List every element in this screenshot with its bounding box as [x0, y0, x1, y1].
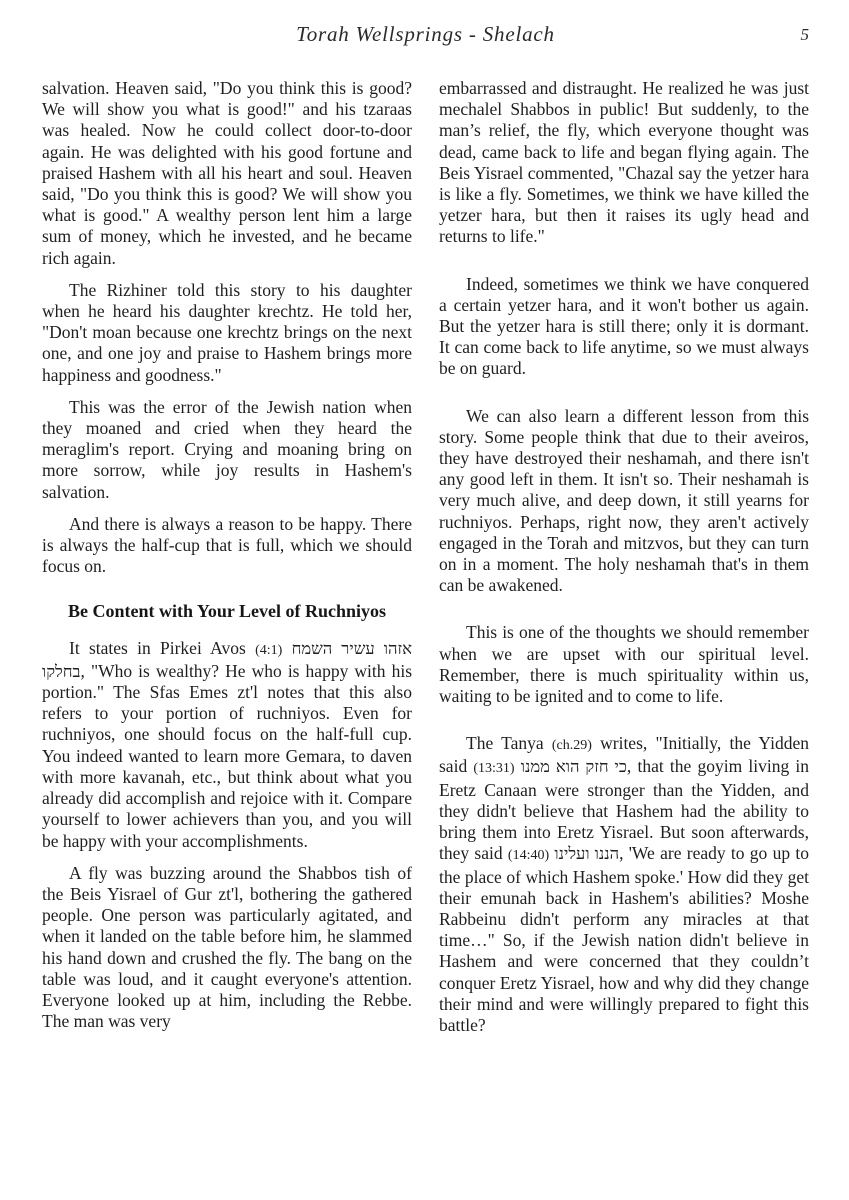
citation-ref: (13:31)	[473, 761, 515, 777]
text-run: The Rizhiner told this story to his daughter when he heard his daughter krechtz. He told her, "Don't moan because one krechtz brings on the next one, and one joy and praise to Hashem brings more happiness and goodness."	[42, 279, 412, 385]
text-run: And there is always a reason to be happy. There is always the half-cup that is full, which we should focus on.	[42, 513, 412, 577]
citation-ref: (14:40)	[507, 848, 550, 864]
text-run: Indeed, sometimes we think we have conquered a certain yetzer hara, and it won't bother us again. But the yetzer hara is still there; only it is dormant. It can come back to life anytime, so we must always be on guard.	[439, 273, 809, 379]
text-run	[282, 638, 291, 658]
text-columns	[42, 78, 809, 1036]
text-run: This is one of the thoughts we should remember when we are upset with our spiritual level. Remember, there is much spirituality within us, waiting to be ignited and to come to life.	[439, 622, 809, 707]
text-run: The Tanya	[466, 733, 552, 754]
paragraph	[42, 397, 412, 503]
text-run: A fly was buzzing around the Shabbos tish of the Beis Yisrael of Gur zt'l, bothering the gathered people. One person was particularly agitated, and when it landed on the table before him, he slammed his hand down and crushed the fly. The bang on the table was loud, and it caught everyone's attention. Everyone looked up at him, including the Rebbe. The man was very	[42, 862, 412, 1032]
text-run: , 'We are ready to go up to the place of which Hashem spoke.' How did they get their emunah back in Hashem's abilities? Moshe Rabbeinu didn't perform any miracles at that time…" So, if the Jewish nation didn't believe in Hashem and were concerned that they couldn’t conquer Eretz Yisrael, how and why did they change their mind and were willingly prepared to fight this battle?	[439, 843, 809, 1035]
text-run: writes, "Initially, the Yidden said	[439, 733, 809, 777]
column-right	[439, 78, 809, 1036]
paragraph	[42, 78, 412, 269]
paragraph	[439, 622, 809, 707]
text-run: embarrassed and distraught. He realized he was just mechalel Shabbos in public! But suddenly, to the man’s relief, the fly, which everyone thought was dead, came back to life and began flying again. The Beis Yisrael commented, "Chazal say the yetzer hara is like a fly. Sometimes, we think we have killed the yetzer hara, but then it raises its ugly head and returns to life."	[439, 78, 809, 247]
paragraph	[42, 280, 412, 386]
paragraph	[42, 514, 412, 578]
text-run: Be Content with Your Level of Ruchniyos	[67, 601, 386, 622]
text-run: This was the error of the Jewish nation when they moaned and cried when they heard the meraglim's report. Crying and moaning bring on more sorrow, while joy results in Hashem's salvation.	[42, 396, 412, 502]
page-header	[42, 22, 809, 56]
column-left	[42, 78, 412, 1036]
hebrew-phrase: הננו ועלינו	[554, 844, 620, 864]
text-run: , that the goyim living in Eretz Canaan were stronger than the Yidden, and they didn't believe that Hashem had the ability to bring them into Eretz Yisrael. But soon afterwards, they said	[439, 756, 809, 864]
paragraph	[439, 406, 809, 597]
paragraph	[439, 78, 809, 248]
page-number: 5	[800, 25, 809, 44]
hebrew-phrase: כי חזק הוא ממנו	[520, 757, 627, 777]
citation-ref: (4:1)	[255, 642, 283, 658]
text-run: salvation. Heaven said, "Do you think this is good? We will show you what is good!" and his tzaraas was healed. Now he could collect door-to-door again. He was delighted with his good fortune and praised Hashem with all his heart and soul. Heaven said, "Do you think this is good? We will show you what is good." A wealthy person lent him a large sum of money, which he invested, and he became rich again.	[42, 78, 412, 268]
text-run: It states in Pirkei Avos	[69, 637, 256, 658]
section-heading	[42, 601, 412, 622]
hebrew-phrase: אזהו עשיר השמח בחלקו	[42, 638, 413, 681]
paragraph	[42, 638, 412, 852]
paragraph	[439, 733, 809, 1036]
citation-ref: (ch.29)	[551, 738, 592, 754]
paragraph	[42, 863, 412, 1033]
text-run: , "Who is wealthy? He who is happy with his portion." The Sfas Emes zt'l notes that this also refers to your portion of ruchniyos. Even for ruchniyos, one should focus on the half-full cup. You indeed wanted to learn more Gemara, to daven with more kavanah, etc., but think about what you already did accomplish and rejoice with it. Compare yourself to lower achievers than you, and you will be happy with your accomplishments.	[42, 660, 412, 851]
paragraph	[439, 274, 809, 380]
text-run: We can also learn a different lesson from this story. Some people think that due to their aveiros, they have destroyed their neshamah, and there isn't any good left in them. It isn't so. Their neshamah is very much alive, and deep down, it still yearns for ruchniyos. Perhaps, right now, they aren't actively engaged in the Torah and mitzvos, but they can turn on in a moment. The holy neshamah that's in them can be awakened.	[439, 405, 809, 596]
running-title: Torah Wellsprings - Shelach	[296, 22, 555, 46]
